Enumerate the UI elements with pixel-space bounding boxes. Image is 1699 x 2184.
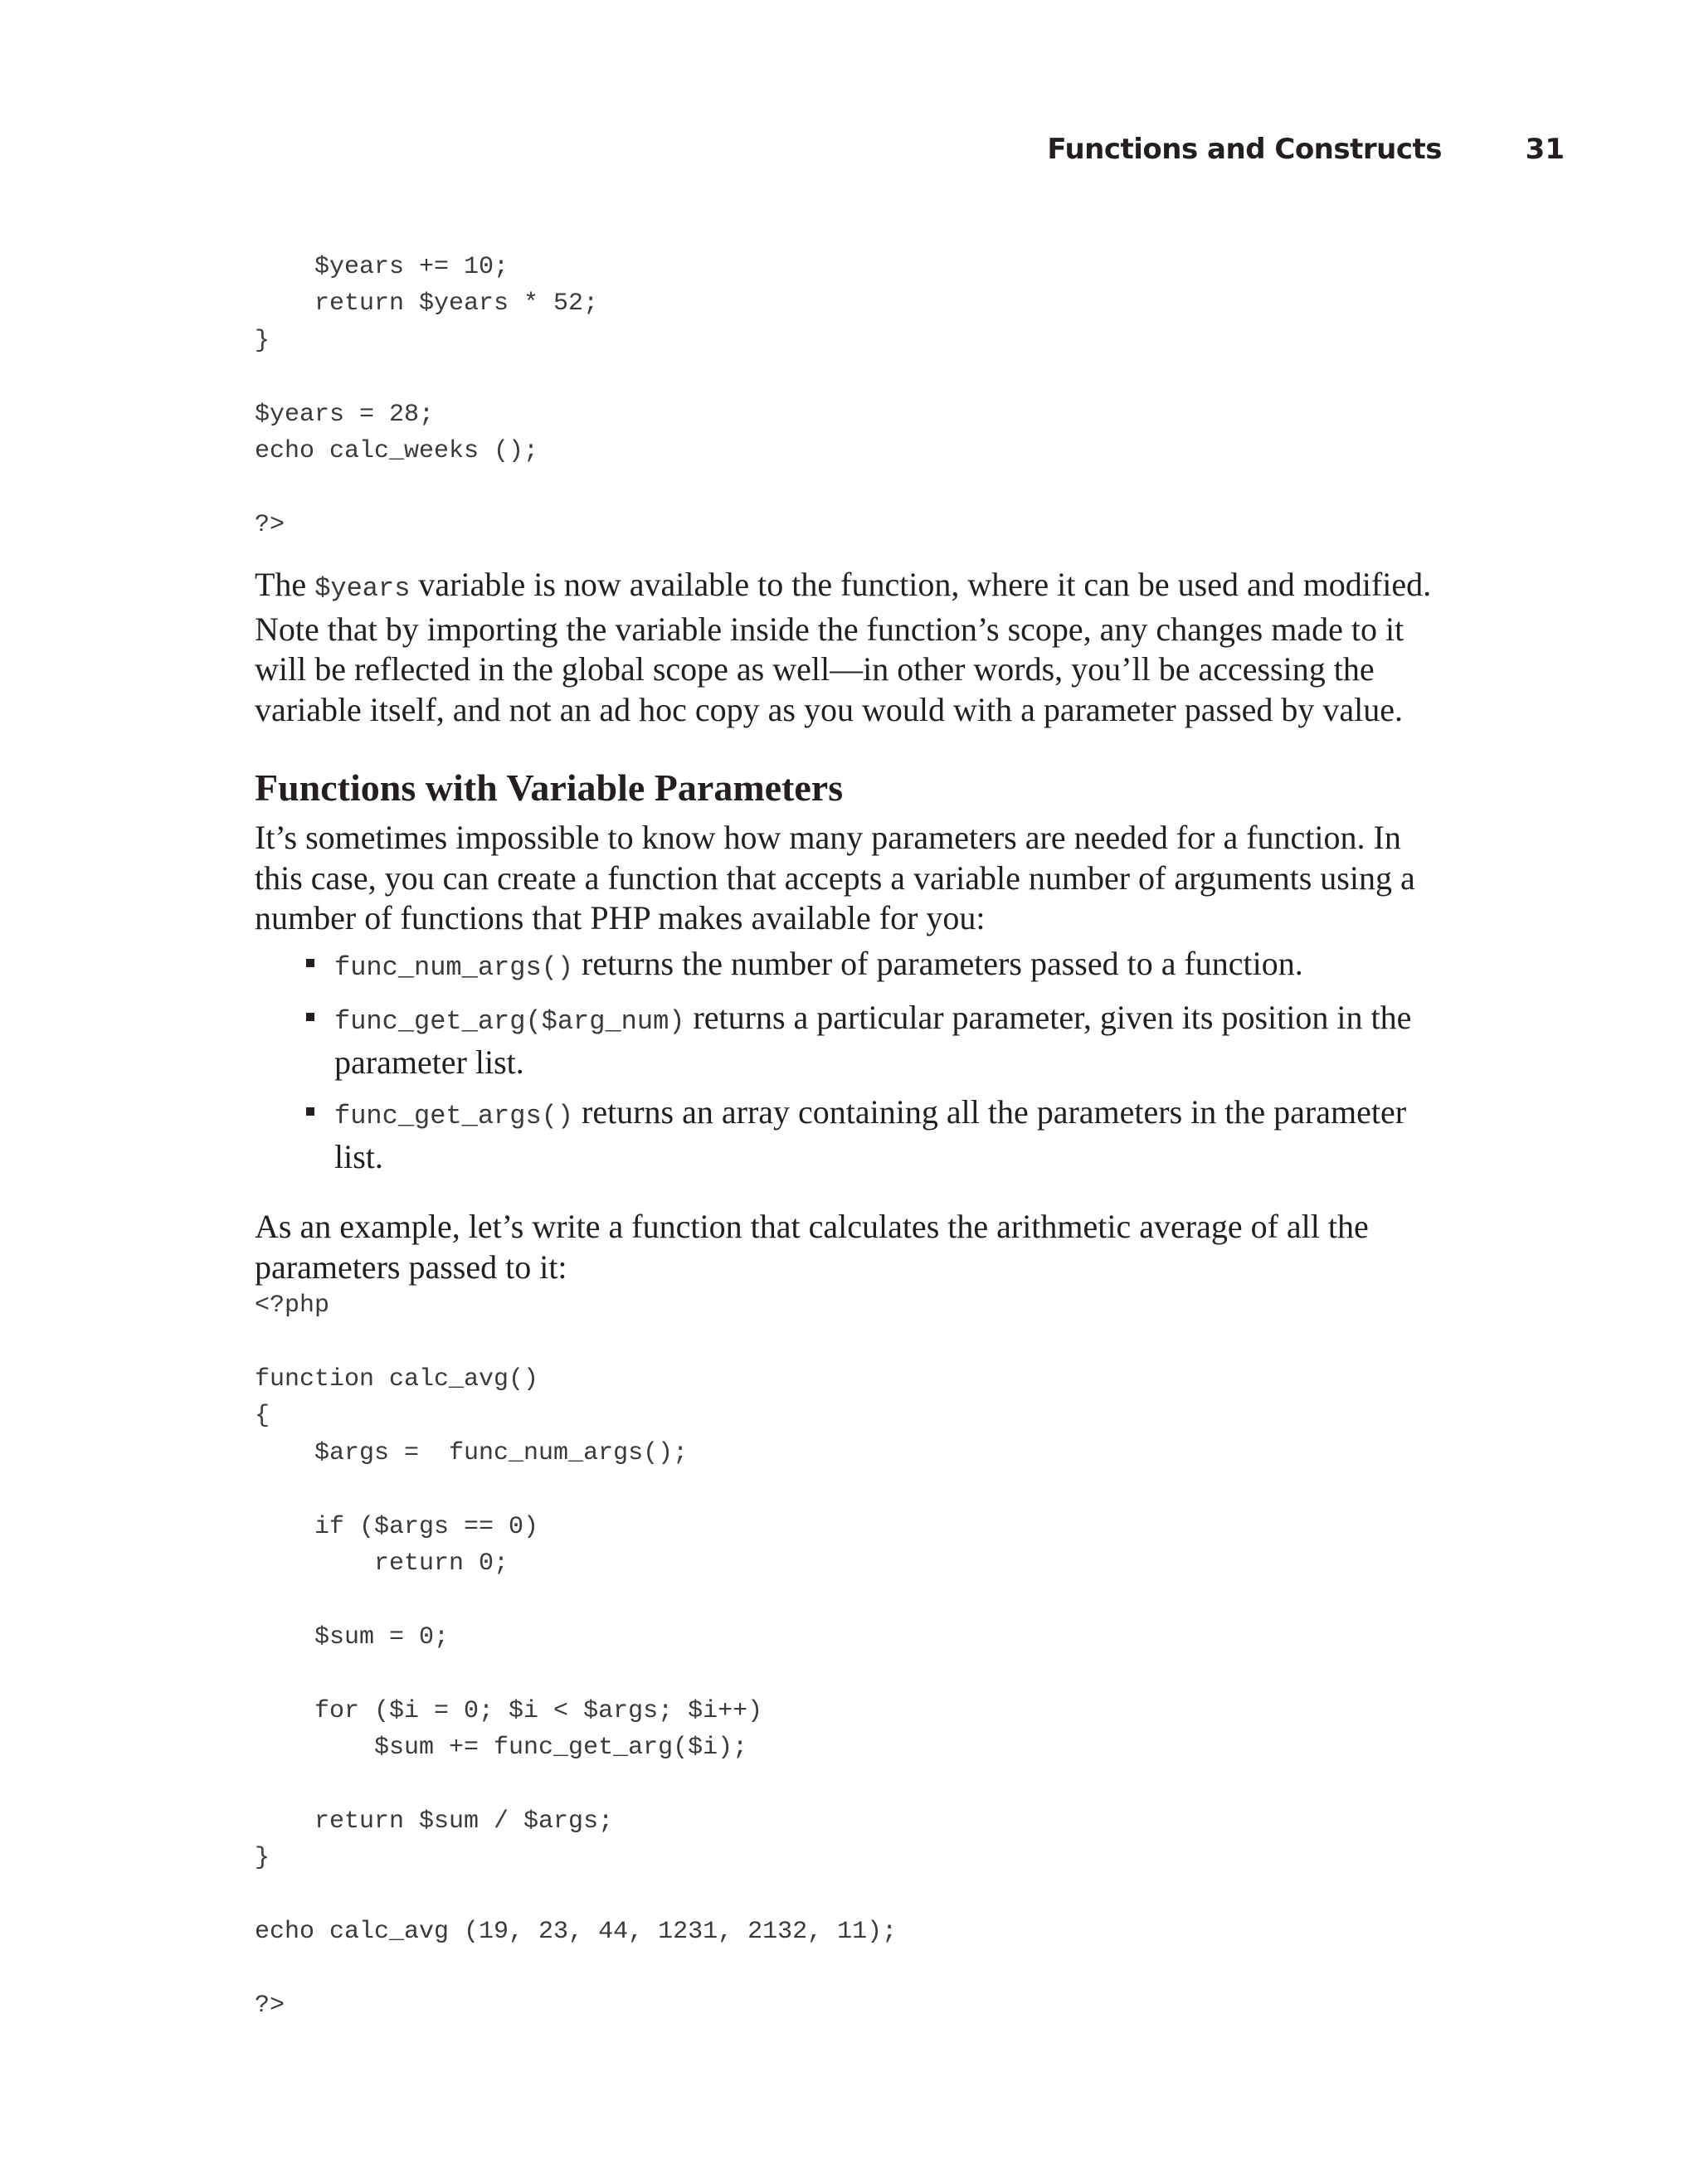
- bullet-icon: [306, 1013, 314, 1021]
- paragraph-rest: variable is now available to the function, where it can be used and modified. Note that by importing the variable inside the function’s scope, any changes made to it will be reflected in the global scope as well—in other words, you’ll be accessing the variable itself, and not an ad hoc copy as you would with a parameter passed by value.: [255, 566, 1432, 728]
- list-item-text: returns an array containing all the parameters in the parameter list.: [334, 1093, 1407, 1175]
- inline-code-years: $years: [314, 573, 411, 605]
- page-content: [255, 249, 1449, 2024]
- paragraph-lead: The: [255, 566, 315, 604]
- paragraph-global-scope: [255, 565, 1449, 730]
- list-item: [334, 998, 1449, 1082]
- list-item-code: func_num_args(): [334, 951, 574, 983]
- page-number: 31: [1525, 133, 1565, 166]
- list-item: [334, 944, 1449, 989]
- list-item: [334, 1092, 1449, 1177]
- bullet-icon: [306, 959, 314, 967]
- paragraph-variable-params-intro: It’s sometimes impossible to know how many parameters are needed for a function. In this case, you can create a function that accepts a variable number of arguments using a number of functions that PHP makes available for you:: [255, 819, 1415, 937]
- list-item-text: returns the number of parameters passed to a function.: [573, 944, 1303, 982]
- list-item-code: func_get_args(): [334, 1101, 574, 1132]
- bullet-icon: [306, 1107, 314, 1116]
- function-list: [255, 944, 1449, 1178]
- list-item-code: func_get_arg($arg_num): [334, 1006, 685, 1038]
- section-heading: Functions with Variable Parameters: [255, 766, 844, 810]
- code-block-calc-avg: <?php function calc_avg() { $args = func_num_args(); if ($args == 0) return 0; $sum = 0; for ($i = 0; $i < $args; $i++) $sum += func_get_arg($i); return $sum / $args; } echo calc_avg (19, 23, 44, 1231, 2132, 11); ?>: [255, 1291, 898, 2020]
- list-item-text: returns a particular parameter, given its position in the parameter list.: [334, 999, 1412, 1081]
- paragraph-example-intro: As an example, let’s write a function that calculates the arithmetic average of all the parameters passed to it:: [255, 1208, 1369, 1286]
- running-title: Functions and Constructs: [1047, 133, 1442, 166]
- running-head: [0, 133, 1699, 174]
- code-block-calc-weeks: $years += 10; return $years * 52; } $years = 28; echo calc_weeks (); ?>: [255, 253, 599, 539]
